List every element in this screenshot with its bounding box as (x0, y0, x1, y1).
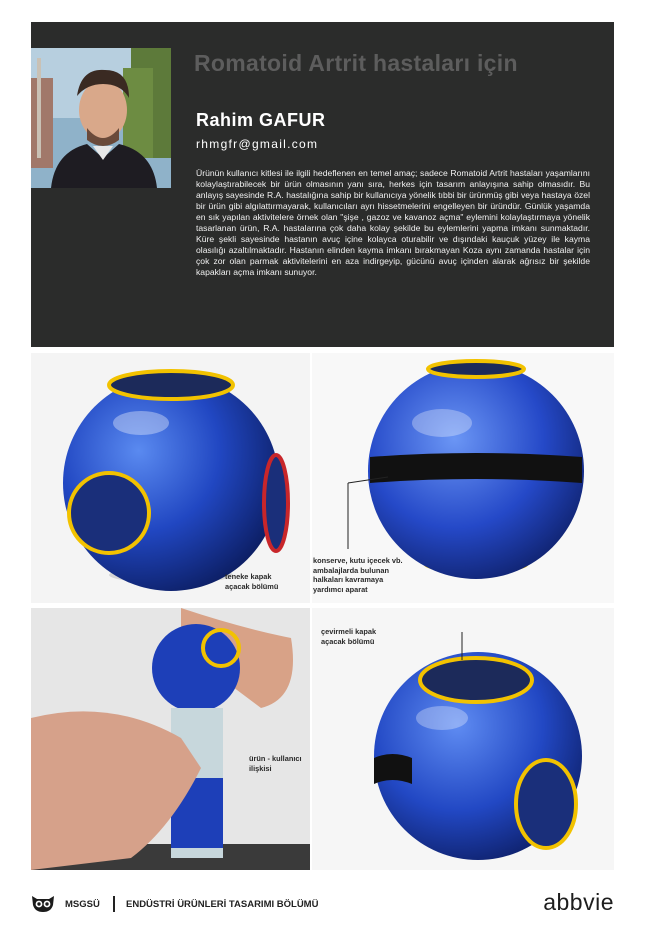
label-konserve-line: halkaları kavramaya (313, 575, 384, 585)
department-name: ENDÜSTRİ ÜRÜNLERİ TASARIMI BÖLÜMÜ (126, 899, 319, 910)
portrait-photo (31, 48, 171, 188)
footer-divider (113, 896, 115, 912)
render-side-openings (31, 353, 310, 603)
render-top-opening (312, 608, 614, 870)
label-cevirmeli-line: çevirmeli kapak (321, 627, 377, 636)
label-konserve-line: yardımcı aparat (313, 584, 368, 594)
label-konserve-line: konserve, kutu içecek vb. (313, 556, 403, 565)
owl-icon (31, 895, 55, 918)
label-konserve-line: ambalajlarda bulunan (313, 565, 389, 575)
label-cevirmeli (321, 627, 376, 646)
brand-logo: abbvie (543, 889, 614, 915)
page-title: Romatoid Artrit hastaları için (194, 50, 518, 76)
label-urun-line: ilişkisi (249, 763, 272, 773)
label-urun-line: ürün - kullanıcı (249, 754, 302, 763)
school-name: MSGSÜ (65, 899, 100, 910)
designer-name: Rahim GAFUR (196, 110, 326, 130)
label-teneke-line: teneke kapak (225, 572, 272, 581)
label-urun (249, 754, 302, 773)
header-panel (31, 22, 614, 347)
label-teneke-line: açacak bölümü (225, 581, 279, 591)
label-cevirmeli-line: açacak bölümü (321, 636, 375, 646)
footer (31, 889, 614, 917)
label-teneke (225, 572, 278, 591)
project-description: Ürünün kullanıcı kitlesi ile ilgili hedeflenen en temel amaç; sadece Romatoid Artrit hastaları yaşamlarını kolaylaştırabilecek bir ürün olmasının yanı sıra, herkes için tasarım anlayışına sahip olmasıdır. Bu anlayış sayesinde R.A. hastalığına sahip bir kullanıcıya yönelik tıbbi bir ürünmüş gibi veya hastaya özel bir ürün gibi algılattırmayarak, kullanıcıları ayrı hissetmelerini engelleyen bir üründür. Günlük yaşamda en sık yapılan aktivitelere örnek olan "şişe , gazoz ve kavanoz açma" eylemini kolaylaştırmaya yönelik tasarlanan ürün, R.A. hastalarına çok daha kolay şekilde bu eylemlerini yapma imkanı sunmaktadır. Küre şekli sayesinde hastanın avuç içine kolayca oturabilir ve dışındaki kauçuk yüzey ile kayma olasılığı azaltılmaktadır. Hastanın elinden kayma imkanı bırakmayan Koza aynı zamanda hastalar için çok zor olan parmak aktivitelerini en aza indirgeyip, gücünü avuç içinden alarak ağrısız bir şekilde kapakları açma imkanı sunuyor. (196, 168, 590, 278)
designer-email: rhmgfr@gmail.com (196, 137, 319, 151)
label-konserve (313, 556, 403, 594)
photo-product-use (31, 608, 310, 870)
